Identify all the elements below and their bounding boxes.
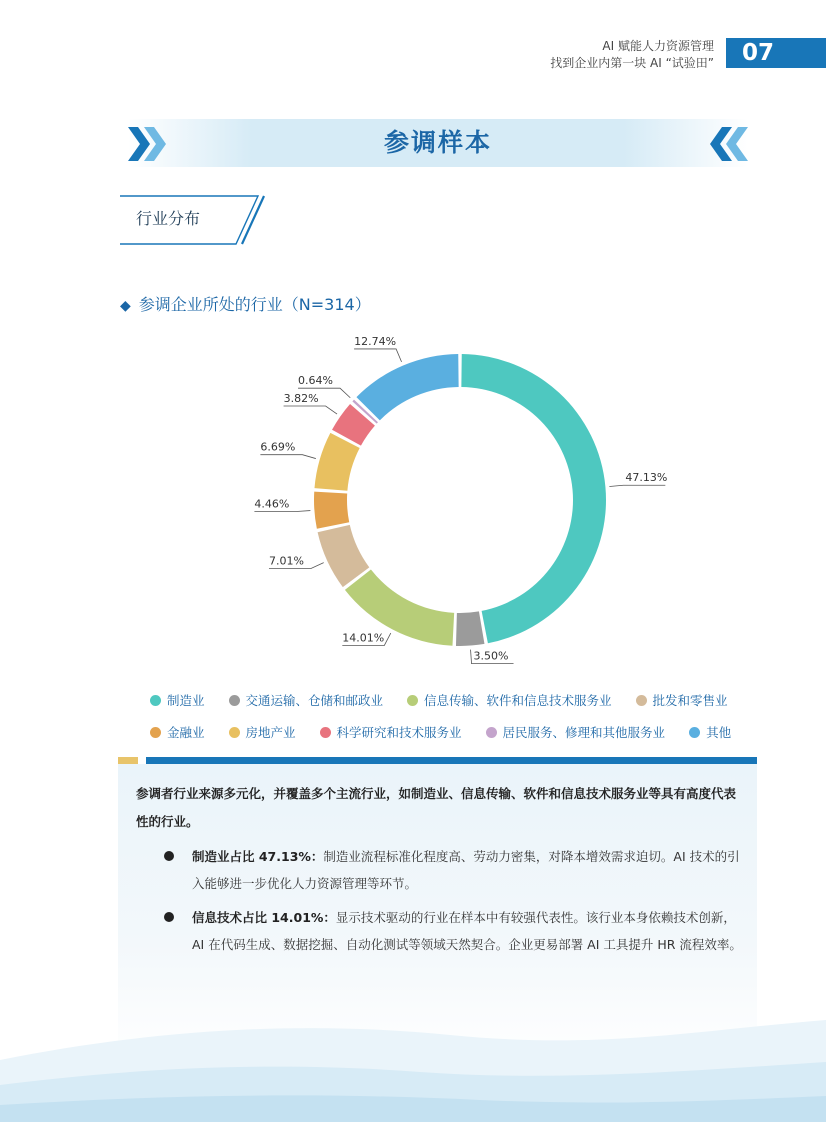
chevron-left-icon: [702, 124, 750, 164]
box-accent-bar: [118, 757, 138, 764]
chart-legend: [150, 684, 770, 748]
legend-item: [150, 723, 205, 741]
legend-swatch: [229, 727, 240, 738]
bullet-text: 制造业流程标准化程度高、劳动力密集，对降本增效需求迫切。AI 技术的引入能够进一步优化人力资源管理等环节。: [192, 849, 740, 891]
leader-line: [354, 349, 401, 362]
section-tab-label: 行业分布: [136, 209, 201, 228]
chevron-right-icon: [126, 124, 174, 164]
data-label: 4.46%: [254, 497, 290, 511]
legend-label: 房地产业: [245, 725, 296, 740]
legend-swatch: [486, 727, 497, 738]
bullet-text: 显示技术驱动的行业在样本中有较强代表性。该行业本身依赖技术创新，AI 在代码生成、数据挖掘、自动化测试等领域天然契合。企业更易部署 AI 工具提升 HR 流程效率。: [192, 910, 742, 952]
title-band: [128, 119, 748, 167]
bullet-lead: 制造业占比 47.13%：: [192, 849, 324, 864]
legend-swatch: [636, 695, 647, 706]
legend-label: 金融业: [167, 725, 205, 740]
legend-item: [636, 691, 728, 709]
page-number: 07: [726, 38, 826, 68]
donut-slice: [456, 611, 484, 646]
header-line-1: AI 赋能人力资源管理: [602, 39, 714, 53]
chart-title: [120, 292, 371, 315]
leader-line: [260, 455, 315, 459]
leader-line: [254, 511, 310, 512]
data-label: 6.69%: [260, 440, 296, 454]
legend-swatch: [689, 727, 700, 738]
header-text: [550, 38, 714, 72]
legend-label: 交通运输、仓储和邮政业: [245, 693, 384, 708]
header-line-2: 找到企业内第一块 AI “试验田”: [550, 56, 714, 70]
data-label: 7.01%: [268, 554, 304, 568]
data-label: 3.50%: [473, 649, 509, 663]
decorative-waves: [0, 1000, 826, 1122]
legend-swatch: [320, 727, 331, 738]
legend-row: [150, 684, 770, 716]
bullet-dot-icon: [164, 851, 174, 861]
summary-intro: 参调者行业来源多元化，并覆盖多个主流行业，如制造业、信息传输、软件和信息技术服务业等具有高度代表性的行业。: [136, 786, 737, 829]
legend-item: [320, 723, 462, 741]
donut-slice: [356, 354, 458, 420]
data-label: 14.01%: [342, 631, 385, 645]
leader-line: [284, 406, 337, 414]
donut-slice: [314, 492, 349, 529]
legend-label: 其他: [706, 725, 732, 740]
donut-chart: [250, 330, 668, 670]
summary-bullet: [164, 904, 744, 958]
box-top-line: [146, 757, 757, 764]
legend-item: [407, 691, 612, 709]
legend-item: [486, 723, 666, 741]
legend-swatch: [229, 695, 240, 706]
legend-row: [150, 716, 770, 748]
legend-label: 科学研究和技术服务业: [336, 725, 462, 740]
legend-item: [689, 723, 731, 741]
data-label: 0.64%: [298, 374, 333, 388]
legend-item: [229, 691, 384, 709]
donut-slice: [314, 433, 359, 491]
legend-swatch: [407, 695, 418, 706]
data-label: 3.82%: [283, 392, 319, 406]
legend-label: 批发和零售业: [652, 693, 728, 708]
legend-label: 制造业: [167, 693, 205, 708]
summary-bullet: [164, 843, 744, 897]
legend-label: 居民服务、修理和其他服务业: [502, 725, 666, 740]
bullet-dot-icon: [164, 912, 174, 922]
leader-line: [609, 485, 665, 486]
legend-swatch: [150, 695, 161, 706]
donut-slice: [461, 354, 606, 643]
page-title: 参调样本: [383, 128, 492, 157]
chart-title-text: 参调企业所处的行业（N=314）: [138, 295, 371, 314]
diamond-icon: ◆: [120, 298, 131, 314]
bullet-lead: 信息技术占比 14.01%：: [192, 910, 336, 925]
legend-item: [229, 723, 296, 741]
legend-label: 信息传输、软件和信息技术服务业: [424, 693, 612, 708]
legend-item: [150, 691, 205, 709]
legend-swatch: [150, 727, 161, 738]
data-label: 47.13%: [625, 471, 668, 485]
data-label: 12.74%: [354, 334, 397, 348]
